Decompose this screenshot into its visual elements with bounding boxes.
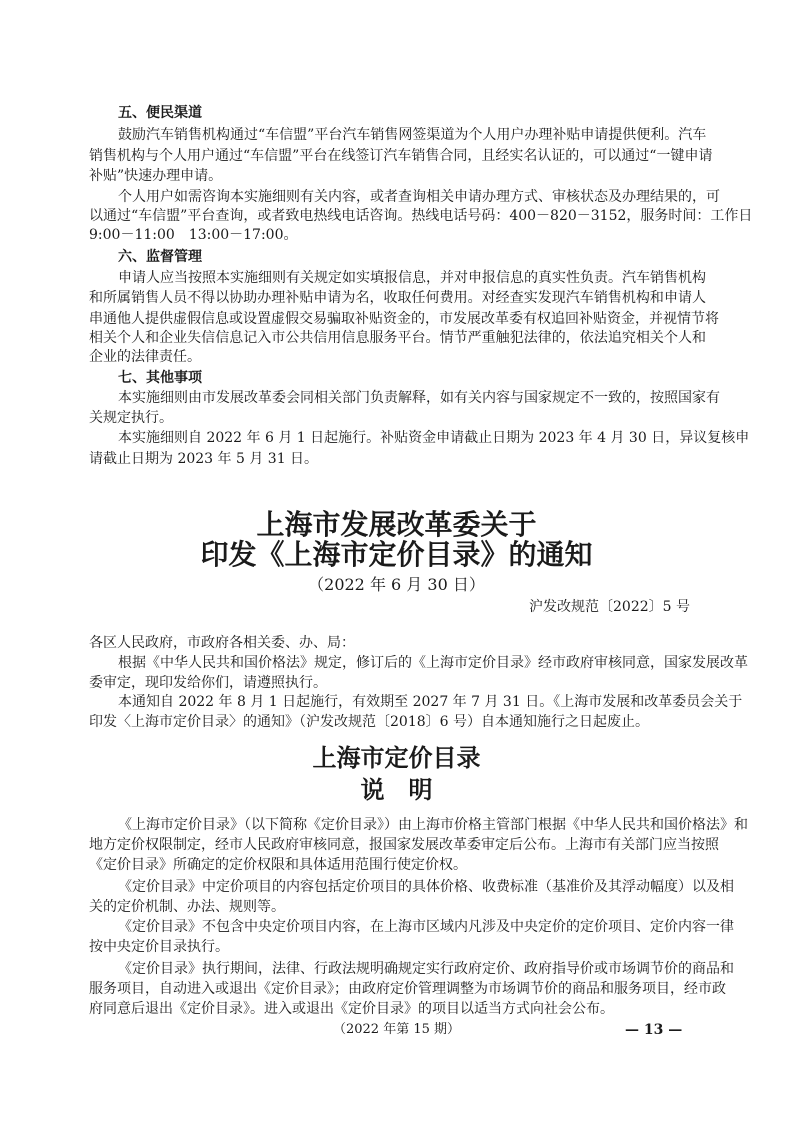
catalog-paragraph-line: 服务项目，自动进入或退出《定价目录》；由政府定价管理调整为市场调节价的商品和服务项目，经市政: [89, 981, 726, 997]
section-heading-5: 五、便民渠道: [118, 105, 202, 121]
catalog-paragraph-line: 《定价目录》所确定的定价权限和具体适用范围行使定价权。: [89, 857, 467, 873]
section6-paragraph-line: 企业的法律责任。: [89, 349, 201, 365]
catalog-subtitle: 说 明: [360, 775, 433, 804]
catalog-paragraph-line: 《定价目录》执行期间，法律、行政法规明确规定实行政府定价、政府指导价或市场调节价的商品和: [118, 961, 734, 977]
section5-paragraph-line: 9:00－11:00 13:00－17:00。: [89, 227, 298, 243]
section7-paragraph-line: 请截止日期为 2023 年 5 月 31 日。: [89, 451, 319, 467]
section5-paragraph-line: 以通过“车信盟”平台查询，或者致电热线电话咨询。热线电话号码：400－820－3152，服务时间：工作日: [89, 208, 753, 224]
section7-paragraph-line: 关规定执行。: [89, 410, 173, 426]
catalog-paragraph-line: 《定价目录》中定价项目的内容包括定价项目的具体价格、收费标准（基准价及其浮动幅度）以及相: [118, 879, 734, 895]
section7-paragraph-line: 本实施细则自 2022 年 6 月 1 日起施行。补贴资金申请截止日期为 2023 年 4 月 30 日，异议复核申: [118, 430, 750, 446]
notice-doc-number: 沪发改规范〔2022〕5 号: [529, 599, 690, 615]
notice-title-line2: 印发《上海市定价目录》的通知: [200, 538, 593, 571]
notice-paragraph-line: 委审定，现印发给你们，请遵照执行。: [89, 675, 327, 691]
catalog-paragraph-line: 《上海市定价目录》（以下简称《定价目录》）由上海市价格主管部门根据《中华人民共和国价格法》和: [118, 817, 748, 833]
section5-paragraph-line: 补贴”快速办理申请。: [89, 168, 223, 184]
catalog-title: 上海市定价目录: [312, 743, 481, 772]
catalog-paragraph-line: 地方定价权限制定，经市人民政府审核同意，报国家发展改革委审定后公布。上海市有关部门应当按照: [89, 837, 719, 853]
section-heading-7: 七、其他事项: [118, 370, 202, 386]
page-number: — 13 —: [625, 1022, 683, 1038]
section6-paragraph-line: 相关个人和企业失信信息记入市公共信用信息服务平台。情节严重触犯法律的，依法追究相关个人和: [89, 330, 706, 346]
section5-paragraph-line: 鼓励汽车销售机构通过“车信盟”平台汽车销售网签渠道为个人用户办理补贴申请提供便利。汽车: [118, 127, 707, 143]
notice-title-line1: 上海市发展改革委关于: [256, 508, 537, 541]
section7-paragraph-line: 本实施细则由市发展改革委会同相关部门负责解释，如有关内容与国家规定不一致的，按照国家有: [118, 390, 720, 406]
notice-paragraph-line: 本通知自 2022 年 8 月 1 日起施行，有效期至 2027 年 7 月 31 日。《上海市发展和改革委员会关于: [118, 694, 743, 710]
catalog-paragraph-line: 关的定价机制、办法、规则等。: [89, 899, 285, 915]
section5-paragraph-line: 个人用户如需咨询本实施细则有关内容，或者查询相关申请办理方式、审核状态及办理结果的，可: [118, 189, 720, 205]
catalog-paragraph-line: 府同意后退出《定价目录》。进入或退出《定价目录》的项目以适当方式向社会公布。: [89, 1001, 614, 1017]
notice-paragraph-line: 根据《中华人民共和国价格法》规定，修订后的《上海市定价目录》经市政府审核同意，国家发展改革: [118, 655, 748, 671]
issue-label: （2022 年第 15 期）: [332, 1022, 461, 1037]
notice-date: （2022 年 6 月 30 日）: [308, 575, 485, 594]
notice-addressee: 各区人民政府，市政府各相关委、办、局：: [89, 635, 355, 651]
notice-paragraph-line: 印发〈上海市定价目录〉的通知》（沪发改规范〔2018〕6 号）自本通知施行之日起废止。: [89, 714, 649, 730]
catalog-paragraph-line: 《定价目录》不包含中央定价项目内容，在上海市区域内凡涉及中央定价的定价项目、定价内容一律: [118, 919, 734, 935]
section6-paragraph-line: 申请人应当按照本实施细则有关规定如实填报信息，并对申报信息的真实性负责。汽车销售机构: [118, 270, 706, 286]
section6-paragraph-line: 串通他人提供虚假信息或设置虚假交易骗取补贴资金的，市发展改革委有权追回补贴资金，并视情节将: [89, 311, 719, 327]
catalog-paragraph-line: 按中央定价目录执行。: [89, 939, 229, 955]
section-heading-6: 六、监督管理: [118, 249, 202, 265]
section6-paragraph-line: 和所属销售人员不得以协助办理补贴申请为名，收取任何费用。对经查实发现汽车销售机构和申请人: [89, 290, 706, 306]
section5-paragraph-line: 销售机构与个人用户通过“车信盟”平台在线签订汽车销售合同，且经实名认证的，可以通过“一键申请: [89, 148, 713, 164]
